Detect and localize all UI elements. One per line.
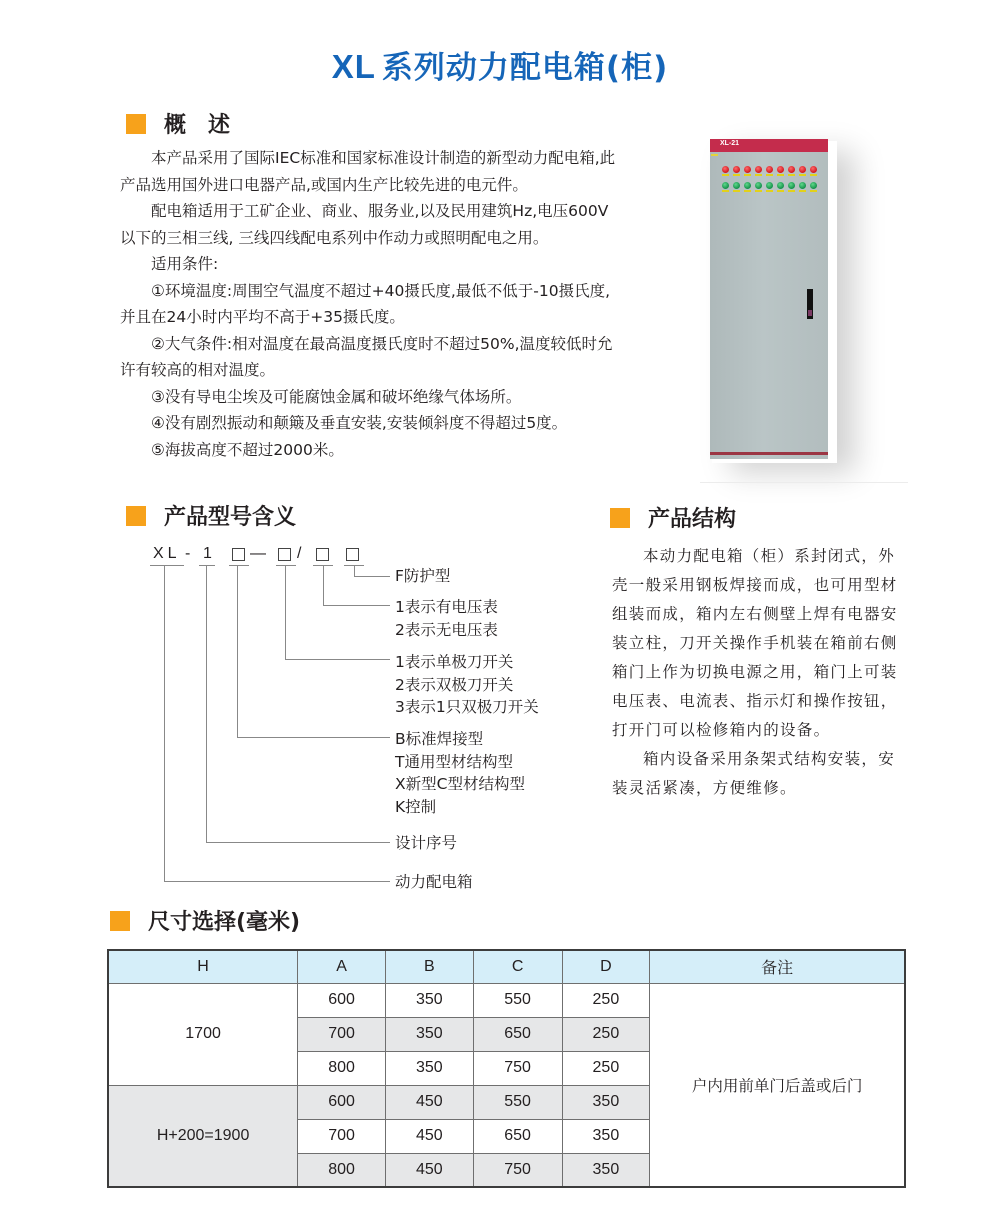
size-heading-text: 尺寸选择(毫米) bbox=[148, 910, 301, 935]
red-indicator-lamp-icon bbox=[766, 166, 773, 173]
red-lamp-row bbox=[722, 166, 817, 173]
label-protection: F防护型 bbox=[395, 567, 451, 585]
column-header: A bbox=[298, 950, 386, 983]
model-heading-text: 产品型号含义 bbox=[164, 505, 297, 530]
red-indicator-lamp-icon bbox=[788, 166, 795, 173]
cabinet-label: XL-21 bbox=[720, 140, 740, 147]
red-indicator-lamp-icon bbox=[799, 166, 806, 173]
condition-item: ①环境温度:周围空气温度不超过+40摄氏度,最低不低于-10摄氏度,并且在24小时内平均不高于+35摄氏度。 bbox=[120, 281, 611, 326]
title-prefix: XL bbox=[331, 48, 376, 85]
column-header: 备注 bbox=[650, 950, 905, 983]
table-cell: 750 bbox=[473, 1153, 562, 1187]
table-cell: 250 bbox=[562, 983, 650, 1017]
table-header-row bbox=[108, 950, 905, 983]
condition-item: ②大气条件:相对温度在最高温度摄氏度时不超过50%,温度较低时允许有较高的相对温度。 bbox=[120, 334, 613, 379]
square-bullet-icon bbox=[110, 911, 130, 931]
table-cell: 450 bbox=[385, 1085, 473, 1119]
structure-heading bbox=[610, 502, 736, 533]
label-meter: 1表示有电压表 2表示无电压表 bbox=[395, 598, 498, 639]
green-lamp-row bbox=[722, 182, 817, 189]
label-serial: 设计序号 bbox=[395, 834, 458, 852]
image-divider bbox=[700, 482, 908, 483]
table-cell: 350 bbox=[385, 1017, 473, 1051]
size-heading bbox=[110, 905, 300, 936]
placeholder-box-meter bbox=[316, 548, 329, 561]
table-cell: 700 bbox=[298, 1017, 386, 1051]
model-code-slash: / bbox=[297, 545, 302, 562]
table-cell: 650 bbox=[473, 1017, 562, 1051]
cabinet-nameplate bbox=[710, 139, 828, 152]
label-structure: B标准焊接型 T通用型材结构型 X新型C型材结构型 K控制 bbox=[395, 730, 525, 816]
table-cell: 550 bbox=[473, 1085, 562, 1119]
table-cell: 800 bbox=[298, 1051, 386, 1085]
structure-paragraph: 本动力配电箱（柜）系封闭式，外壳一般采用钢板焊接而成，也可用型材组装而成，箱内左右侧壁上焊有电器安装立柱，刀开关操作手机装在箱前右侧箱门上作为切换电源之用，箱门上可装电压表、电流表、指示灯和操作按钮，打开门可以检修箱内的设备。 bbox=[612, 547, 898, 739]
column-header: C bbox=[473, 950, 562, 983]
condition-item: ③没有导电尘埃及可能腐蚀金属和破坏绝缘气体场所。 bbox=[151, 387, 522, 406]
overview-paragraph: 配电箱适用于工矿企业、商业、服务业,以及民用建筑Hz,电压600V以下的三相三线, 三线四线配电系列中作动力或照明配电之用。 bbox=[120, 202, 609, 247]
table-cell: 550 bbox=[473, 983, 562, 1017]
label-switch: 1表示单极刀开关 2表示双极刀开关 3表示1只双极刀开关 bbox=[395, 653, 539, 716]
table-cell: 800 bbox=[298, 1153, 386, 1187]
table-cell: 350 bbox=[562, 1119, 650, 1153]
red-indicator-lamp-icon bbox=[744, 166, 751, 173]
model-code-xl: XL bbox=[153, 545, 181, 562]
cabinet-illustration bbox=[710, 139, 828, 459]
placeholder-box-structure bbox=[232, 548, 245, 561]
height-cell: 1700 bbox=[108, 983, 298, 1085]
green-indicator-lamp-icon bbox=[799, 182, 806, 189]
table-cell: 650 bbox=[473, 1119, 562, 1153]
table-cell: 450 bbox=[385, 1119, 473, 1153]
overview-heading bbox=[126, 108, 230, 139]
green-indicator-lamp-icon bbox=[777, 182, 784, 189]
size-table bbox=[107, 949, 906, 1188]
overview-paragraph: 本产品采用了国际IEC标准和国家标准设计制造的新型动力配电箱,此产品选用国外进口电器产品,或国内生产比较先进的电元件。 bbox=[120, 149, 616, 194]
product-image bbox=[700, 133, 910, 485]
model-code-dash2: — bbox=[250, 545, 266, 562]
green-indicator-lamp-icon bbox=[744, 182, 751, 189]
table-cell: 350 bbox=[562, 1153, 650, 1187]
table-cell: 350 bbox=[385, 983, 473, 1017]
square-bullet-icon bbox=[610, 508, 630, 528]
square-bullet-icon bbox=[126, 506, 146, 526]
table-cell: 600 bbox=[298, 983, 386, 1017]
placeholder-box-protection bbox=[346, 548, 359, 561]
green-indicator-lamp-icon bbox=[733, 182, 740, 189]
green-indicator-lamp-icon bbox=[755, 182, 762, 189]
column-header: B bbox=[385, 950, 473, 983]
column-header: D bbox=[562, 950, 650, 983]
table-cell: 350 bbox=[562, 1085, 650, 1119]
table-cell: 250 bbox=[562, 1051, 650, 1085]
structure-paragraph: 箱内设备采用条架式结构安装，安装灵活紧凑，方便维修。 bbox=[612, 750, 896, 797]
model-code-series: 1 bbox=[203, 545, 212, 562]
table-cell: 450 bbox=[385, 1153, 473, 1187]
placeholder-box-switch bbox=[278, 548, 291, 561]
model-code-dash: - bbox=[185, 545, 191, 562]
condition-item: ④没有剧烈振动和颠簸及垂直安装,安装倾斜度不得超过5度。 bbox=[151, 414, 568, 432]
model-heading bbox=[126, 500, 296, 531]
label-box: 动力配电箱 bbox=[395, 873, 473, 891]
green-indicator-lamp-icon bbox=[810, 182, 817, 189]
height-cell: H+200=1900 bbox=[108, 1085, 298, 1187]
table-cell: 350 bbox=[385, 1051, 473, 1085]
table-row bbox=[108, 983, 905, 1017]
table-cell: 750 bbox=[473, 1051, 562, 1085]
square-bullet-icon bbox=[126, 114, 146, 134]
red-indicator-lamp-icon bbox=[722, 166, 729, 173]
remark-cell: 户内用前单门后盖或后门 bbox=[650, 983, 905, 1187]
page-title bbox=[0, 42, 1000, 87]
structure-heading-text: 产品结构 bbox=[648, 507, 737, 532]
door-handle-icon bbox=[807, 289, 813, 319]
column-header: H bbox=[108, 950, 298, 983]
red-indicator-lamp-icon bbox=[733, 166, 740, 173]
table-cell: 600 bbox=[298, 1085, 386, 1119]
table-cell: 250 bbox=[562, 1017, 650, 1051]
red-indicator-lamp-icon bbox=[777, 166, 784, 173]
condition-item: ⑤海拔高度不超过2000米。 bbox=[151, 440, 344, 459]
overview-heading-text: 概 述 bbox=[164, 113, 231, 138]
green-indicator-lamp-icon bbox=[788, 182, 795, 189]
overview-paragraph: 适用条件: bbox=[151, 255, 219, 273]
green-indicator-lamp-icon bbox=[722, 182, 729, 189]
overview-body bbox=[120, 145, 620, 463]
green-indicator-lamp-icon bbox=[766, 182, 773, 189]
red-indicator-lamp-icon bbox=[810, 166, 817, 173]
title-text: 系列动力配电箱(柜) bbox=[381, 50, 669, 86]
structure-body bbox=[612, 542, 904, 803]
red-indicator-lamp-icon bbox=[755, 166, 762, 173]
table-cell: 700 bbox=[298, 1119, 386, 1153]
